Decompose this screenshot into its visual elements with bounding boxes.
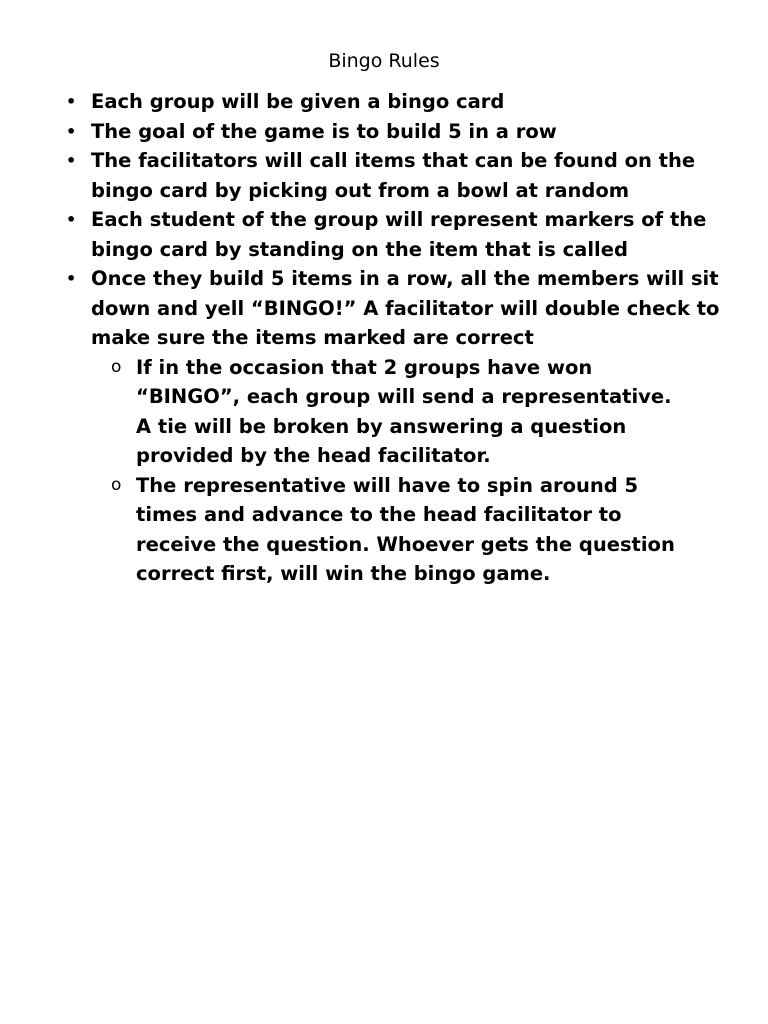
bullet-icon: •	[66, 210, 77, 229]
rule-text: Once they build 5 items in a row, all the members will sit down and yell “BINGO!” A facilitator will double check to make sure the items marked are correct	[91, 267, 720, 349]
sub-rules-list	[91, 353, 728, 589]
rule-text: Each student of the group will represent markers of the bingo card by standing on the item that is called	[91, 208, 707, 261]
sub-rule-text: If in the occasion that 2 groups have won “BINGO”, each group will send a representative. A tie will be broken by answering a question provided by the head facilitator.	[136, 355, 672, 467]
hollow-bullet-icon: o	[111, 474, 122, 495]
rule-text: Each group will be given a bingo card	[91, 90, 505, 113]
sub-rule-text: The representative will have to spin around 5 times and advance to the head facilitator to receive the question. Whoever gets the question correct first, will win the bingo game.	[136, 473, 675, 585]
rule-text: The goal of the game is to build 5 in a row	[91, 119, 557, 143]
sub-rule-item-2	[0, 471, 728, 589]
sub-rule-item-1	[0, 353, 728, 471]
bullet-icon: •	[66, 92, 77, 111]
bullet-icon: •	[66, 151, 77, 170]
rule-item-2	[0, 117, 768, 147]
rule-item-5	[0, 264, 768, 589]
bullet-icon: •	[66, 269, 77, 288]
page-title: Bingo Rules	[328, 50, 440, 72]
hollow-bullet-icon: o	[111, 356, 122, 377]
rule-item-1	[0, 87, 768, 117]
rule-item-4	[0, 205, 768, 264]
bullet-icon: •	[66, 121, 77, 141]
rules-list	[0, 87, 768, 589]
rule-text: The facilitators will call items that can be found on the bingo card by picking out from a bowl at random	[91, 149, 696, 202]
rule-item-3	[0, 146, 768, 205]
